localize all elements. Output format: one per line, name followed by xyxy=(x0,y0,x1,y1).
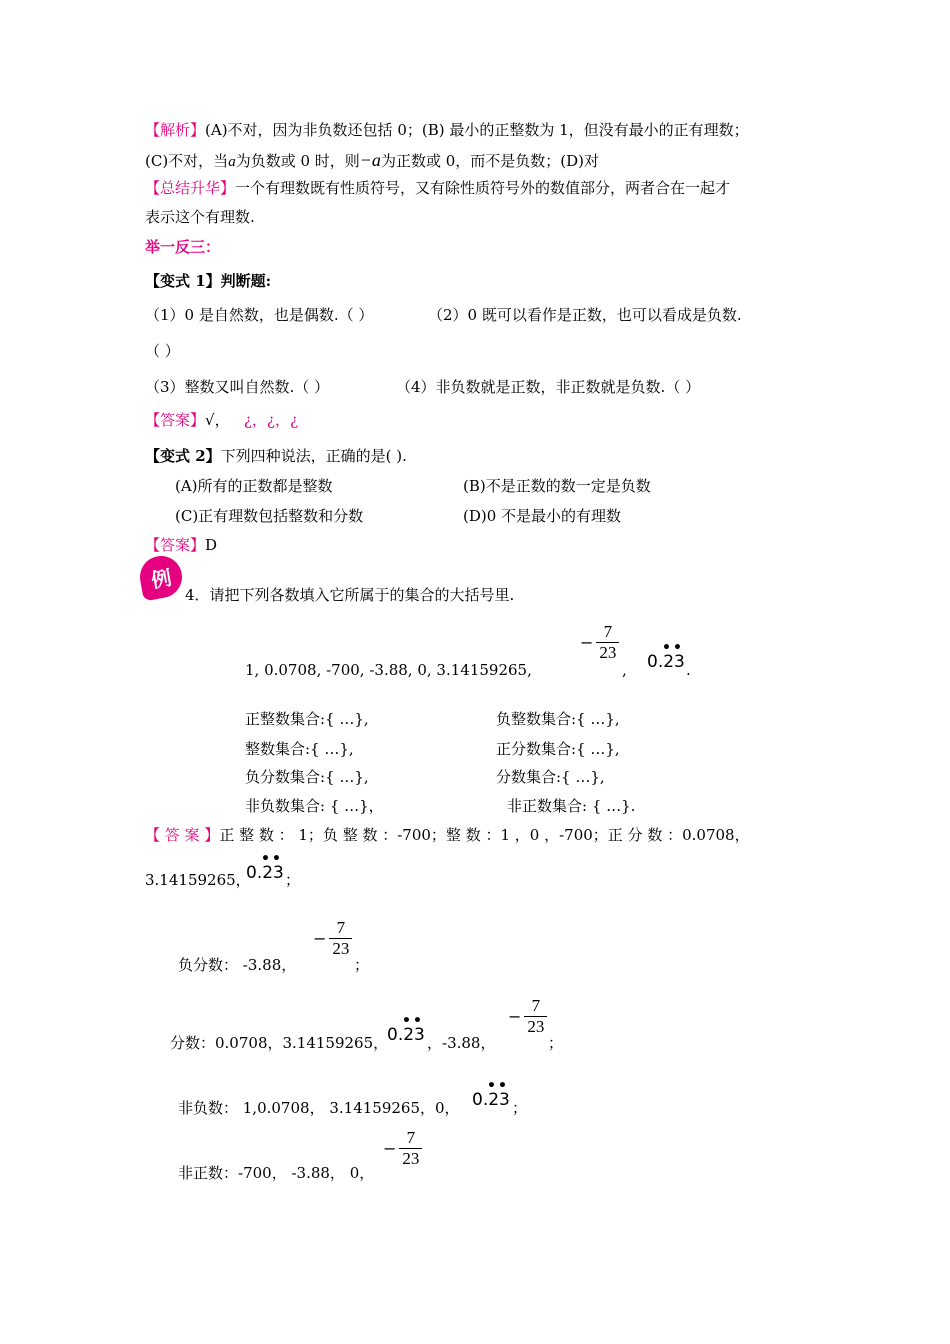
variant2-question xyxy=(145,446,407,466)
answer4-frac-label: 分数：0.0708，3.14159265， xyxy=(170,1034,389,1052)
answer4-non-pos-fraction: − $\frac{7}{23}$ xyxy=(383,1128,424,1169)
answer4-frac-fraction: − $\frac{7}{23}$ xyxy=(508,996,549,1037)
variant1-answer-check: √， xyxy=(205,411,230,429)
variant1-title: 【变式 1】判断题: xyxy=(145,272,272,290)
repeat-dot: • xyxy=(487,1078,496,1094)
variant2-answer-tag: 【答案】 xyxy=(145,536,206,554)
variant1-answer-marks: ¿，¿，¿ xyxy=(243,411,299,429)
answer4-non-pos-label: 非正数：-700， -3.88， 0， xyxy=(178,1164,375,1182)
answer4-tag: 【 答 案 】 xyxy=(145,826,220,844)
answer4-line-2: 3.14159265， xyxy=(145,871,251,889)
variant2-option-d: (D)0 不是最小的有理数 xyxy=(463,507,622,525)
variant1-q2-paren: （ ） xyxy=(145,342,180,360)
repeat-dot: • xyxy=(272,851,281,867)
set-non-negative: 非负数集合: { …}， xyxy=(245,797,384,815)
example-badge: 例 xyxy=(137,553,186,602)
set-negative-fraction: 负分数集合:{ …}, xyxy=(245,768,369,786)
repeat-dot: • xyxy=(261,851,270,867)
analysis-tag: 【解析】 xyxy=(145,121,206,139)
analysis-text-2a: (C)不对，当 xyxy=(145,152,229,170)
set-positive-fraction: 正分数集合:{ …}, xyxy=(496,740,620,758)
example4-question: 4．请把下列各数填入它所属于的集合的大括号里. xyxy=(185,586,515,604)
example4-numbers: 1, 0.0708, -700, -3.88, 0, 3.14159265, xyxy=(245,661,532,679)
variant2-text: 下列四种说法，正确的是( ). xyxy=(220,447,407,465)
answer4-text-1: 正 整 数 ： 1；负 整 数 ：-700；整 数 ：1 ，0 ，-700；正 分 数 ：0.0708， xyxy=(219,826,750,844)
repeat-dot: • xyxy=(498,1078,507,1094)
answer4-neg-frac-label: 负分数： -3.88， xyxy=(178,956,297,974)
variant1-answer xyxy=(145,410,298,430)
answer4-repeating-decimal-3: 0.23 • • xyxy=(472,1078,510,1110)
repeat-dot: • xyxy=(413,1013,422,1029)
variant2-option-b: (B)不是正数的数一定是负数 xyxy=(463,477,651,495)
analysis-text-2c: 为正数或 0，而不是负数；(D)对 xyxy=(380,152,599,170)
variant1-answer-tag: 【答案】 xyxy=(145,411,206,429)
variant2-answer xyxy=(145,535,217,555)
set-integer: 整数集合:{ …}, xyxy=(245,740,354,758)
repeating-decimal-text: 0.23 xyxy=(647,652,685,672)
summary-line-1 xyxy=(145,178,730,198)
set-fraction: 分数集合:{ …}, xyxy=(496,768,605,786)
variant1-q1: （1）0 是自然数，也是偶数.（ ） xyxy=(145,306,374,324)
answer4-repeating-decimal-1: 0.23 • • xyxy=(246,851,284,883)
set-non-positive: 非正数集合: { …}. xyxy=(507,797,636,815)
variable-a: a xyxy=(228,154,236,170)
variant2-option-a: (A)所有的正数都是整数 xyxy=(175,477,333,495)
answer4-neg-frac-fraction: − $\frac{7}{23}$ xyxy=(313,918,354,959)
answer4-repeating-decimal-2: 0.23 • • xyxy=(387,1013,425,1045)
analysis-line-1 xyxy=(145,120,749,140)
fraction-denominator: 23 xyxy=(596,642,619,663)
summary-text-1: 一个有理数既有性质符号，又有除性质符号外的数值部分，两者合在一起才 xyxy=(235,179,731,197)
example4-fraction xyxy=(580,622,621,663)
variant2-option-c: (C)正有理数包括整数和分数 xyxy=(175,507,364,525)
summary-line-2: 表示这个有理数. xyxy=(145,208,255,226)
variant2-title: 【变式 2】 xyxy=(145,447,221,465)
practice-title: 举一反三： xyxy=(145,238,221,256)
analysis-text-2b: 为负数或 0 时，则 xyxy=(235,152,360,170)
example4-period: . xyxy=(686,661,691,679)
analysis-line-2 xyxy=(145,150,599,172)
summary-tag: 【总结升华】 xyxy=(145,179,236,197)
minus-sign: − xyxy=(580,633,594,652)
fraction-numerator: 7 xyxy=(603,622,613,641)
answer4-line-1 xyxy=(145,825,750,845)
variant2-answer-value: D xyxy=(205,536,218,554)
set-negative-integer: 负整数集合:{ …}, xyxy=(496,710,620,728)
variant1-q4: （4）非负数就是正数，非正数就是负数.（ ） xyxy=(396,378,701,396)
repeat-dot: • xyxy=(673,640,682,656)
example4-repeating-decimal xyxy=(647,640,685,672)
set-positive-integer: 正整数集合:{ …}, xyxy=(245,710,369,728)
negative-a: −a xyxy=(359,150,381,170)
repeat-dot: • xyxy=(402,1013,411,1029)
analysis-text-1: (A)不对，因为非负数还包括 0；(B) 最小的正整数为 1，但没有最小的正有理数； xyxy=(205,121,749,139)
answer4-non-neg-label: 非负数： 1,0.0708， 3.14159265，0， xyxy=(178,1099,460,1117)
repeat-dot: • xyxy=(662,640,671,656)
variant1-q2: （2）0 既可以看作是正数，也可以看成是负数. xyxy=(428,306,742,324)
variant1-q3: （3）整数又叫自然数.（ ） xyxy=(145,378,330,396)
